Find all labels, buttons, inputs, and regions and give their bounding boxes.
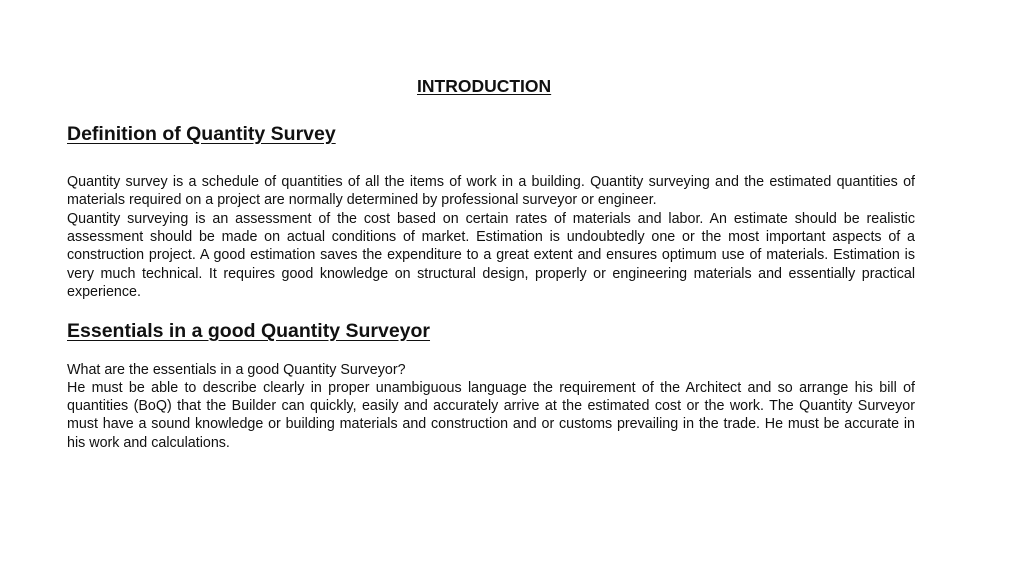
section-heading-essentials: Essentials in a good Quantity Surveyor <box>67 320 431 342</box>
essentials-question: What are the essentials in a good Quantity Surveyor? <box>67 362 406 378</box>
definition-paragraph-2: Quantity surveying is an assessment of the cost based on certain rates of materials and labor. An estimate should be realistic assessment should be made on actual conditions of market. Estimation is undoubtedly one or the most important aspects of a construction project. A good estimation saves the expenditure to a great extent and ensures optimum use of materials. Estimation is very much technical. It requires good knowledge on structural design, properly or engineering materials and essentially practical experience. <box>67 211 915 300</box>
section-heading-definition: Definition of Quantity Survey <box>67 123 336 145</box>
definition-paragraph-1: Quantity survey is a schedule of quantities of all the items of work in a building. Quantity surveying and the estimated quantities of materials required on a project are normally determined by professional surveyor or engineer. <box>67 174 915 209</box>
slide-title: INTRODUCTION <box>417 76 552 96</box>
essentials-paragraph: He must be able to describe clearly in proper unambiguous language the requirement of the Architect and so arrange his bill of quantities (BoQ) that the Builder can quickly, easily and accurately arrive at the estimated cost or the work. The Quantity Surveyor must have a sound knowledge or building materials and construction and or customs prevailing in the trade. He must be accurate in his work and calculations. <box>67 380 915 451</box>
